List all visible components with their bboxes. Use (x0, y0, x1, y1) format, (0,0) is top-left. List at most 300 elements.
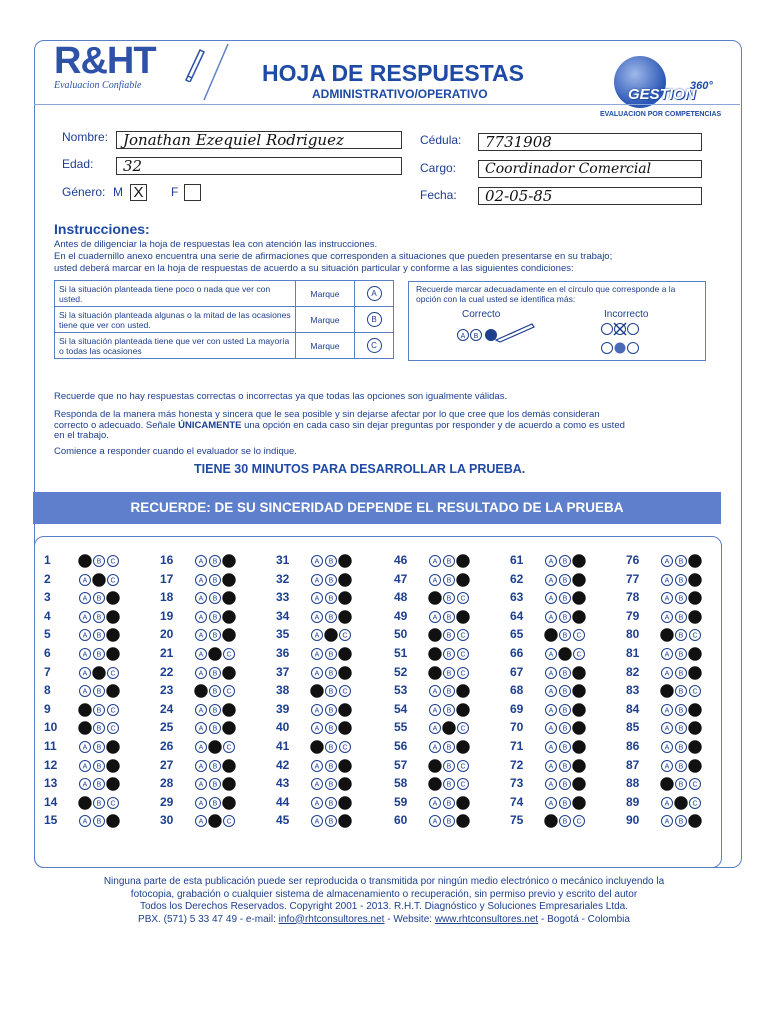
option-a-bubble[interactable] (546, 760, 557, 771)
option-a-bubble[interactable] (311, 741, 323, 753)
option-c-bubble[interactable] (689, 666, 701, 678)
option-a-bubble[interactable] (80, 816, 91, 827)
nombre-field[interactable]: Jonathan Ezequiel Rodriguez (116, 131, 402, 149)
option-c-bubble[interactable] (223, 704, 235, 716)
option-c-bubble[interactable] (573, 555, 585, 567)
option-c-bubble[interactable] (107, 592, 119, 604)
option-a-bubble[interactable] (312, 704, 323, 715)
website-link[interactable]: www.rhtconsultores.net (434, 913, 539, 925)
option-a-bubble[interactable] (661, 629, 673, 641)
option-c-bubble[interactable] (458, 667, 469, 678)
option-c-bubble[interactable] (573, 797, 585, 809)
option-c-bubble[interactable] (340, 630, 351, 641)
option-b-bubble[interactable] (210, 593, 221, 604)
option-b-bubble[interactable] (444, 593, 455, 604)
option-a-bubble[interactable] (662, 760, 673, 771)
option-c-bubble[interactable] (339, 797, 351, 809)
option-a-bubble[interactable] (80, 611, 91, 622)
option-a-bubble[interactable] (429, 592, 441, 604)
answer-options (660, 553, 710, 569)
option-c-bubble[interactable] (339, 815, 351, 827)
option-b-bubble[interactable] (676, 760, 687, 771)
option-a-bubble[interactable] (80, 574, 91, 585)
option-b-bubble[interactable] (326, 686, 337, 697)
option-b-bubble[interactable] (560, 816, 571, 827)
option-a-bubble[interactable] (662, 797, 673, 808)
option-a-bubble[interactable] (430, 686, 441, 697)
option-b-bubble[interactable] (94, 556, 105, 567)
option-b-bubble[interactable] (676, 686, 687, 697)
option-b-bubble[interactable] (560, 797, 571, 808)
option-c-bubble[interactable] (458, 593, 469, 604)
option-a-bubble[interactable] (546, 574, 557, 585)
option-b-bubble[interactable] (210, 686, 221, 697)
option-a-bubble[interactable] (80, 593, 91, 604)
option-b-bubble[interactable] (93, 573, 105, 585)
option-a-bubble[interactable] (79, 797, 91, 809)
option-c-bubble[interactable] (223, 573, 235, 585)
option-a-bubble[interactable] (546, 686, 557, 697)
option-a-bubble[interactable] (546, 667, 557, 678)
option-a-bubble[interactable] (430, 574, 441, 585)
option-c-bubble[interactable] (339, 759, 351, 771)
edad-field[interactable]: 32 (116, 157, 402, 175)
option-c-bubble[interactable] (689, 592, 701, 604)
option-c-bubble[interactable] (573, 666, 585, 678)
answer-options (78, 590, 128, 606)
option-a-bubble[interactable] (430, 797, 441, 808)
option-c-bubble[interactable] (689, 555, 701, 567)
svg-text:B: B (328, 558, 334, 566)
option-a-bubble[interactable] (546, 704, 557, 715)
option-c-bubble[interactable] (457, 815, 469, 827)
option-c-bubble[interactable] (108, 667, 119, 678)
option-a-bubble[interactable] (546, 797, 557, 808)
option-a-bubble[interactable] (661, 685, 673, 697)
option-b-bubble[interactable] (560, 556, 571, 567)
option-a-bubble[interactable] (662, 704, 673, 715)
option-b-bubble[interactable] (326, 704, 337, 715)
option-a-bubble[interactable] (662, 742, 673, 753)
option-b-bubble[interactable] (560, 779, 571, 790)
option-c-bubble[interactable] (458, 630, 469, 641)
option-b-bubble[interactable] (676, 630, 687, 641)
option-c-bubble[interactable] (689, 759, 701, 771)
option-b-bubble[interactable] (94, 779, 105, 790)
option-a-bubble[interactable] (196, 704, 207, 715)
option-a-bubble[interactable] (196, 816, 207, 827)
option-b-bubble[interactable] (444, 779, 455, 790)
option-a-bubble[interactable] (196, 611, 207, 622)
option-a-bubble[interactable] (196, 779, 207, 790)
option-c-bubble[interactable] (223, 611, 235, 623)
option-a-bubble[interactable] (430, 556, 441, 567)
option-a-bubble[interactable] (429, 648, 441, 660)
option-a-bubble[interactable] (662, 556, 673, 567)
option-a-bubble[interactable] (312, 760, 323, 771)
option-b-bubble[interactable] (326, 742, 337, 753)
answer-row-77 (626, 571, 744, 590)
option-a-bubble[interactable] (430, 611, 441, 622)
option-c-bubble[interactable] (574, 649, 585, 660)
option-a-bubble[interactable] (311, 685, 323, 697)
option-a-bubble[interactable] (79, 555, 91, 567)
option-a-bubble[interactable] (80, 630, 91, 641)
answer-number: 75 (510, 813, 524, 828)
option-b-bubble[interactable] (444, 686, 455, 697)
option-a-bubble[interactable] (196, 667, 207, 678)
option-a-bubble[interactable] (312, 556, 323, 567)
option-b-bubble[interactable] (94, 760, 105, 771)
option-b-bubble[interactable] (94, 797, 105, 808)
option-a-bubble[interactable] (79, 704, 91, 716)
option-c-bubble[interactable] (223, 759, 235, 771)
option-b-bubble[interactable] (94, 704, 105, 715)
option-b-bubble[interactable] (326, 760, 337, 771)
option-b-bubble[interactable] (444, 667, 455, 678)
option-a-bubble[interactable] (80, 742, 91, 753)
svg-text:A: A (198, 763, 204, 771)
option-a-bubble[interactable] (196, 723, 207, 734)
fecha-field[interactable]: 02-05-85 (478, 187, 702, 205)
option-a-bubble[interactable] (546, 649, 557, 660)
option-c-bubble[interactable] (573, 611, 585, 623)
option-b-bubble[interactable] (326, 779, 337, 790)
option-a-bubble[interactable] (312, 816, 323, 827)
option-b-bubble[interactable] (94, 593, 105, 604)
answer-row-4 (44, 608, 162, 627)
option-b-bubble[interactable] (326, 593, 337, 604)
option-b-bubble[interactable] (676, 611, 687, 622)
option-b-bubble[interactable] (676, 723, 687, 734)
option-b-bubble[interactable] (326, 611, 337, 622)
option-c-bubble[interactable] (573, 573, 585, 585)
option-a-bubble[interactable] (429, 666, 441, 678)
answer-number: 88 (626, 776, 640, 791)
option-a-bubble[interactable] (312, 723, 323, 734)
option-a-bubble[interactable] (80, 760, 91, 771)
option-b-bubble[interactable] (560, 574, 571, 585)
svg-text:A: A (82, 781, 88, 789)
option-b-bubble[interactable] (559, 648, 571, 660)
option-a-bubble[interactable] (546, 742, 557, 753)
genero-m-checkbox[interactable]: X (130, 184, 147, 201)
option-c-bubble[interactable] (224, 649, 235, 660)
option-a-bubble[interactable] (662, 667, 673, 678)
option-a-bubble[interactable] (312, 611, 323, 622)
svg-text:A: A (432, 614, 438, 622)
option-c-bubble[interactable] (223, 666, 235, 678)
option-a-bubble[interactable] (312, 779, 323, 790)
option-c-bubble[interactable] (107, 648, 119, 660)
option-c-bubble[interactable] (457, 797, 469, 809)
option-b-bubble[interactable] (209, 815, 221, 827)
option-b-bubble[interactable] (94, 630, 105, 641)
cedula-field[interactable]: 7731908 (478, 133, 702, 151)
option-c-bubble[interactable] (690, 630, 701, 641)
option-c-bubble[interactable] (224, 816, 235, 827)
option-c-bubble[interactable] (339, 778, 351, 790)
option-c-bubble[interactable] (107, 759, 119, 771)
svg-text:A: A (82, 651, 88, 659)
option-a-bubble[interactable] (546, 611, 557, 622)
option-b-bubble[interactable] (210, 556, 221, 567)
option-a-bubble[interactable] (662, 593, 673, 604)
option-b-bubble[interactable] (210, 574, 221, 585)
option-b-bubble[interactable] (326, 649, 337, 660)
option-a-bubble[interactable] (80, 686, 91, 697)
option-b-bubble[interactable] (676, 779, 687, 790)
option-b-bubble[interactable] (560, 742, 571, 753)
option-a-bubble[interactable] (312, 667, 323, 678)
option-b-bubble[interactable] (210, 797, 221, 808)
option-b-bubble[interactable] (676, 593, 687, 604)
option-a-bubble[interactable] (546, 723, 557, 734)
option-c-bubble[interactable] (339, 722, 351, 734)
option-b-bubble[interactable] (443, 722, 455, 734)
option-c-bubble[interactable] (690, 686, 701, 697)
option-c-bubble[interactable] (107, 629, 119, 641)
option-b-bubble[interactable] (209, 648, 221, 660)
option-c-bubble[interactable] (223, 555, 235, 567)
option-a-bubble[interactable] (312, 574, 323, 585)
option-b-bubble[interactable] (676, 667, 687, 678)
option-a-bubble[interactable] (546, 593, 557, 604)
option-c-bubble[interactable] (690, 779, 701, 790)
option-c-bubble[interactable] (573, 722, 585, 734)
option-b-bubble[interactable] (94, 816, 105, 827)
gestion-brand: GESTION (628, 86, 696, 103)
option-b-bubble[interactable] (444, 742, 455, 753)
option-c-bubble[interactable] (457, 741, 469, 753)
option-b-bubble[interactable] (326, 797, 337, 808)
option-b-bubble[interactable] (444, 816, 455, 827)
option-b-bubble[interactable] (676, 649, 687, 660)
option-a-bubble[interactable] (312, 593, 323, 604)
option-c-bubble[interactable] (573, 759, 585, 771)
option-b-bubble[interactable] (209, 741, 221, 753)
option-c-bubble[interactable] (223, 592, 235, 604)
option-a-bubble[interactable] (430, 742, 441, 753)
option-c-bubble[interactable] (573, 741, 585, 753)
option-c-bubble[interactable] (573, 778, 585, 790)
option-b-bubble[interactable] (210, 779, 221, 790)
option-c-bubble[interactable] (108, 574, 119, 585)
option-c-bubble[interactable] (340, 686, 351, 697)
option-b-bubble[interactable] (675, 797, 687, 809)
option-c-bubble[interactable] (573, 704, 585, 716)
option-b-bubble[interactable] (94, 611, 105, 622)
option-b-bubble[interactable] (444, 649, 455, 660)
option-c-bubble[interactable] (107, 778, 119, 790)
option-a-bubble[interactable] (196, 630, 207, 641)
email-link[interactable]: info@rhtconsultores.net (278, 913, 385, 925)
option-c-bubble[interactable] (223, 722, 235, 734)
option-a-bubble[interactable] (196, 797, 207, 808)
option-c-bubble[interactable] (690, 797, 701, 808)
option-a-bubble[interactable] (312, 797, 323, 808)
option-c-bubble[interactable] (223, 797, 235, 809)
svg-text:B: B (678, 651, 684, 659)
option-c-bubble[interactable] (458, 760, 469, 771)
option-c-bubble[interactable] (458, 649, 469, 660)
option-b-bubble[interactable] (210, 630, 221, 641)
option-b-bubble[interactable] (210, 760, 221, 771)
option-c-bubble[interactable] (224, 686, 235, 697)
option-c-bubble[interactable] (108, 797, 119, 808)
option-c-bubble[interactable] (457, 704, 469, 716)
option-a-bubble[interactable] (662, 723, 673, 734)
option-c-bubble[interactable] (689, 741, 701, 753)
option-b-bubble[interactable] (676, 574, 687, 585)
page-subtitle: ADMINISTRATIVO/OPERATIVO (312, 87, 488, 101)
option-a-bubble[interactable] (546, 779, 557, 790)
option-c-bubble[interactable] (107, 741, 119, 753)
option-a-bubble[interactable] (196, 556, 207, 567)
option-c-bubble[interactable] (107, 685, 119, 697)
option-c-bubble[interactable] (573, 685, 585, 697)
option-c-bubble[interactable] (689, 704, 701, 716)
option-a-bubble[interactable] (429, 778, 441, 790)
option-c-bubble[interactable] (223, 629, 235, 641)
option-a-bubble[interactable] (196, 760, 207, 771)
option-a-bubble[interactable] (196, 649, 207, 660)
option-c-bubble[interactable] (574, 816, 585, 827)
option-b-bubble[interactable] (210, 611, 221, 622)
option-b-bubble[interactable] (210, 704, 221, 715)
option-a-bubble[interactable] (80, 667, 91, 678)
option-b-bubble[interactable] (444, 797, 455, 808)
option-a-bubble[interactable] (662, 611, 673, 622)
option-c-bubble[interactable] (689, 722, 701, 734)
option-a-bubble[interactable] (196, 593, 207, 604)
option-c-bubble[interactable] (339, 666, 351, 678)
svg-text:A: A (198, 577, 204, 585)
option-b-bubble[interactable] (94, 723, 105, 734)
option-c-bubble[interactable] (689, 611, 701, 623)
option-a-bubble[interactable] (545, 629, 557, 641)
option-a-bubble[interactable] (196, 574, 207, 585)
option-b-bubble[interactable] (676, 742, 687, 753)
option-c-bubble[interactable] (457, 555, 469, 567)
option-c-bubble[interactable] (108, 723, 119, 734)
option-c-bubble[interactable] (339, 592, 351, 604)
option-c-bubble[interactable] (223, 778, 235, 790)
option-a-bubble[interactable] (79, 722, 91, 734)
option-c-bubble[interactable] (339, 611, 351, 623)
genero-f-checkbox[interactable] (184, 184, 201, 201)
option-b-bubble[interactable] (560, 704, 571, 715)
option-c-bubble[interactable] (458, 723, 469, 734)
option-b-bubble[interactable] (560, 760, 571, 771)
answer-options (78, 776, 128, 792)
option-b-bubble[interactable] (94, 686, 105, 697)
option-a-bubble[interactable] (662, 574, 673, 585)
option-a-bubble[interactable] (661, 778, 673, 790)
option-a-bubble[interactable] (312, 630, 323, 641)
option-b-bubble[interactable] (444, 574, 455, 585)
option-a-bubble[interactable] (430, 816, 441, 827)
option-b-bubble[interactable] (94, 742, 105, 753)
option-c-bubble[interactable] (107, 611, 119, 623)
option-b-bubble[interactable] (326, 574, 337, 585)
option-b-bubble[interactable] (210, 723, 221, 734)
option-c-bubble[interactable] (689, 815, 701, 827)
option-a-bubble[interactable] (662, 649, 673, 660)
option-c-bubble[interactable] (689, 573, 701, 585)
option-c-bubble[interactable] (574, 630, 585, 641)
option-c-bubble[interactable] (339, 704, 351, 716)
option-c-bubble[interactable] (573, 592, 585, 604)
option-b-bubble[interactable] (560, 686, 571, 697)
option-b-bubble[interactable] (560, 593, 571, 604)
option-b-bubble[interactable] (325, 629, 337, 641)
option-c-bubble[interactable] (339, 555, 351, 567)
option-a-bubble[interactable] (429, 629, 441, 641)
option-b-bubble[interactable] (444, 630, 455, 641)
option-c-bubble[interactable] (458, 779, 469, 790)
option-b-bubble[interactable] (326, 556, 337, 567)
option-b-bubble[interactable] (560, 611, 571, 622)
option-b-bubble[interactable] (560, 723, 571, 734)
option-b-bubble[interactable] (326, 723, 337, 734)
option-b-bubble[interactable] (444, 611, 455, 622)
option-c-bubble[interactable] (457, 685, 469, 697)
option-c-bubble[interactable] (108, 704, 119, 715)
option-b-bubble[interactable] (326, 816, 337, 827)
option-a-bubble[interactable] (80, 649, 91, 660)
option-b-bubble[interactable] (326, 667, 337, 678)
option-b-bubble[interactable] (676, 556, 687, 567)
option-b-bubble[interactable] (444, 760, 455, 771)
option-a-bubble[interactable] (662, 816, 673, 827)
option-b-bubble[interactable] (560, 630, 571, 641)
answer-number: 64 (510, 608, 524, 623)
option-c-bubble[interactable] (108, 556, 119, 567)
option-b-bubble[interactable] (444, 704, 455, 715)
answer-row-50 (394, 626, 512, 645)
option-b-bubble[interactable] (93, 666, 105, 678)
option-a-bubble[interactable] (429, 759, 441, 771)
option-c-bubble[interactable] (339, 573, 351, 585)
option-c-bubble[interactable] (689, 648, 701, 660)
answer-options (660, 627, 710, 643)
option-c-bubble[interactable] (457, 611, 469, 623)
option-b-bubble[interactable] (560, 667, 571, 678)
option-a-bubble[interactable] (430, 723, 441, 734)
option-c-bubble[interactable] (224, 742, 235, 753)
option-b-bubble[interactable] (210, 667, 221, 678)
option-a-bubble[interactable] (430, 704, 441, 715)
option-b-bubble[interactable] (94, 649, 105, 660)
option-a-bubble[interactable] (545, 815, 557, 827)
option-a-bubble[interactable] (196, 742, 207, 753)
option-a-bubble[interactable] (195, 685, 207, 697)
answer-options (428, 665, 478, 681)
option-b-bubble[interactable] (676, 816, 687, 827)
option-c-bubble[interactable] (457, 573, 469, 585)
option-c-bubble[interactable] (107, 815, 119, 827)
option-a-bubble[interactable] (546, 556, 557, 567)
option-a-bubble[interactable] (312, 649, 323, 660)
option-b-bubble[interactable] (444, 556, 455, 567)
option-a-bubble[interactable] (80, 779, 91, 790)
answer-row-42 (276, 757, 394, 776)
option-c-bubble[interactable] (340, 742, 351, 753)
option-b-bubble[interactable] (676, 704, 687, 715)
cargo-field[interactable]: Coordinador Comercial (478, 160, 702, 178)
option-c-bubble[interactable] (339, 648, 351, 660)
